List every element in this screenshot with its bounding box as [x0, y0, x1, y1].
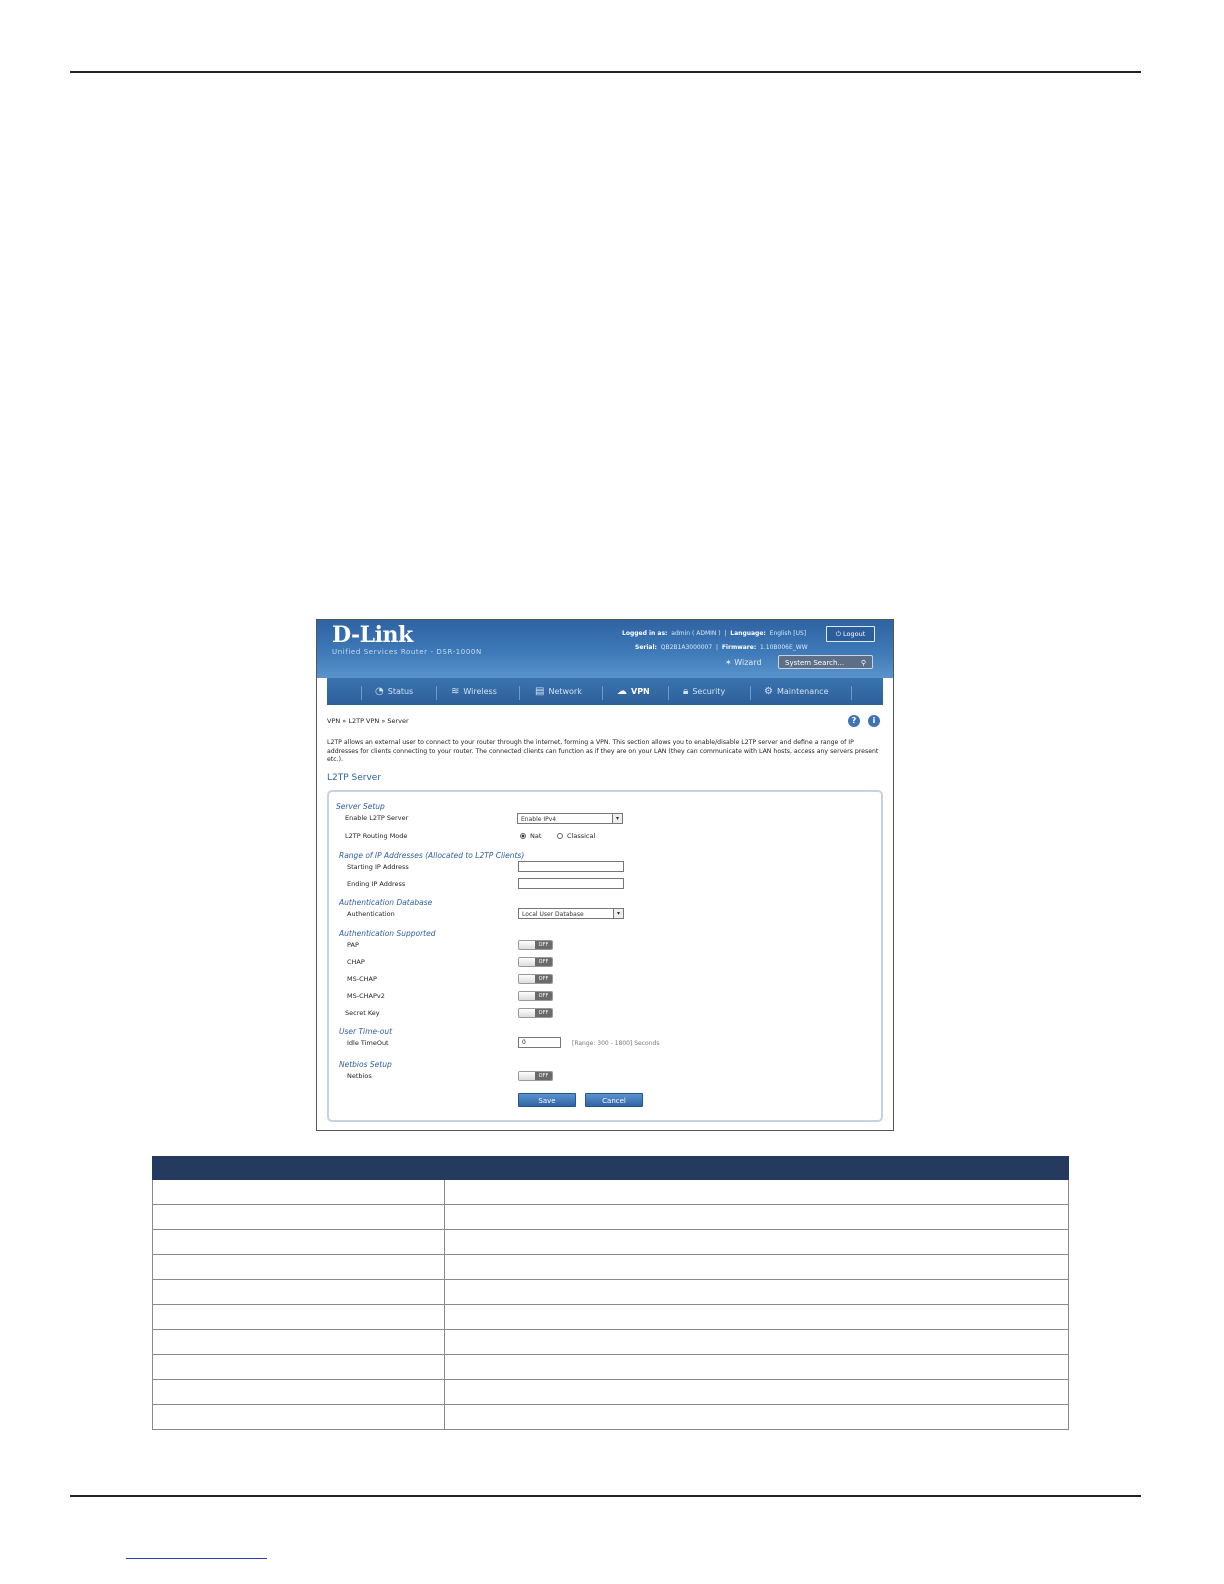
chevron-down-icon: ▾: [612, 814, 622, 823]
table-row: [153, 1305, 1069, 1330]
power-icon: ⏻: [835, 630, 841, 638]
secret-key-label: Secret Key: [345, 1009, 380, 1017]
footer-rule: [70, 1495, 1141, 1497]
gears-icon: ⚙: [764, 686, 773, 697]
field-description-table: [152, 1156, 1069, 1430]
gauge-icon: ◔: [375, 686, 384, 697]
table-header-cell: [445, 1157, 1069, 1180]
footer-link-underline[interactable]: [126, 1558, 267, 1559]
table-row: [153, 1180, 1069, 1205]
table-row: [153, 1355, 1069, 1380]
serial-info: Serial: QB2B1A3000007 | Firmware: 1.10B006E_WW: [635, 644, 808, 651]
table-row: [153, 1230, 1069, 1255]
help-icon[interactable]: ?: [848, 715, 860, 727]
starting-ip-label: Starting IP Address: [347, 863, 409, 871]
nav-wireless[interactable]: ≋ Wireless: [451, 686, 497, 697]
nav-maintenance[interactable]: ⚙ Maintenance: [764, 686, 829, 697]
table-row: [153, 1405, 1069, 1430]
table-row: [153, 1205, 1069, 1230]
ms-chapv2-toggle[interactable]: OFF: [518, 991, 553, 1001]
ending-ip-label: Ending IP Address: [347, 880, 406, 888]
server-setup-heading: Server Setup: [336, 802, 385, 811]
table-header-cell: [153, 1157, 445, 1180]
nav-status[interactable]: ◔ Status: [375, 686, 414, 697]
chap-label: CHAP: [347, 958, 365, 966]
logged-in-info: Logged in as: admin ( ADMIN ) | Language: English [US]: [622, 630, 807, 637]
product-name: Unified Services Router - DSR-1000N: [332, 648, 482, 656]
nav-network[interactable]: ▤ Network: [535, 686, 582, 697]
pap-toggle[interactable]: OFF: [518, 940, 553, 950]
router-header: [317, 620, 893, 678]
lock-icon: 🔒︎: [683, 686, 689, 697]
user-timeout-heading: User Time-out: [339, 1027, 393, 1036]
header-rule: [70, 71, 1141, 73]
netbios-label: Netbios: [347, 1072, 372, 1080]
l2tp-form-panel: [327, 790, 883, 1122]
idle-timeout-hint: [Range: 300 - 1800] Seconds: [572, 1040, 660, 1047]
nav-security[interactable]: 🔒︎ Security: [683, 686, 726, 697]
idle-timeout-label: Idle TimeOut: [347, 1039, 389, 1047]
main-nav: [327, 678, 883, 705]
ms-chap-label: MS-CHAP: [347, 975, 377, 983]
secret-key-toggle[interactable]: OFF: [518, 1008, 553, 1018]
cancel-button[interactable]: Cancel: [585, 1093, 643, 1107]
info-icon[interactable]: i: [868, 715, 880, 727]
save-button[interactable]: Save: [518, 1093, 576, 1107]
router-screenshot: [316, 619, 894, 1131]
page-description: L2TP allows an external user to connect to your router through the internet, forming a VPN. This section allows you to enable/disable L2TP server and define a range of IP addresses for clients connecting to your router. The connected clients can function as if they are on your LAN (they can communicate with LAN hosts, access any servers present etc.).: [327, 739, 879, 763]
table-header-row: [153, 1157, 1069, 1180]
netbios-toggle[interactable]: OFF: [518, 1071, 553, 1081]
routing-nat-radio[interactable]: Nat: [520, 832, 541, 840]
section-title: L2TP Server: [327, 773, 382, 783]
breadcrumb: VPN » L2TP VPN » Server: [327, 717, 409, 725]
table-row: [153, 1255, 1069, 1280]
enable-l2tp-label: Enable L2TP Server: [345, 814, 409, 822]
cloud-lock-icon: ☁: [617, 686, 627, 697]
ip-range-heading: Range of IP Addresses (Allocated to L2TP Clients): [339, 851, 525, 860]
table-row: [153, 1280, 1069, 1305]
chap-toggle[interactable]: OFF: [518, 957, 553, 967]
routing-mode-label: L2TP Routing Mode: [345, 832, 408, 840]
logout-button[interactable]: ⏻ Logout: [826, 626, 875, 642]
ending-ip-input[interactable]: [518, 878, 624, 889]
wifi-icon: ≋: [451, 686, 460, 697]
netbios-heading: Netbios Setup: [339, 1060, 392, 1069]
idle-timeout-input[interactable]: 0: [518, 1037, 561, 1048]
authentication-label: Authentication: [347, 910, 395, 918]
authentication-select[interactable]: Local User Database ▾: [518, 908, 624, 919]
routing-classical-radio[interactable]: Classical: [557, 832, 595, 840]
table-row: [153, 1380, 1069, 1405]
dlink-logo: D-Link: [332, 622, 413, 648]
nav-vpn[interactable]: ☁ VPN: [617, 686, 650, 697]
auth-db-heading: Authentication Database: [339, 898, 433, 907]
enable-l2tp-select[interactable]: Enable IPv4 ▾: [517, 813, 623, 824]
network-icon: ▤: [535, 686, 545, 697]
table-row: [153, 1330, 1069, 1355]
ms-chap-toggle[interactable]: OFF: [518, 974, 553, 984]
wizard-link[interactable]: ✶ Wizard: [725, 658, 762, 667]
pap-label: PAP: [347, 941, 359, 949]
chevron-down-icon: ▾: [613, 909, 623, 918]
auth-supported-heading: Authentication Supported: [339, 929, 436, 938]
system-search-input[interactable]: System Search... ⚲: [778, 655, 873, 669]
starting-ip-input[interactable]: [518, 861, 624, 872]
wand-icon: ✶: [725, 658, 732, 667]
search-icon: ⚲: [860, 659, 866, 667]
ms-chapv2-label: MS-CHAPv2: [347, 992, 385, 1000]
